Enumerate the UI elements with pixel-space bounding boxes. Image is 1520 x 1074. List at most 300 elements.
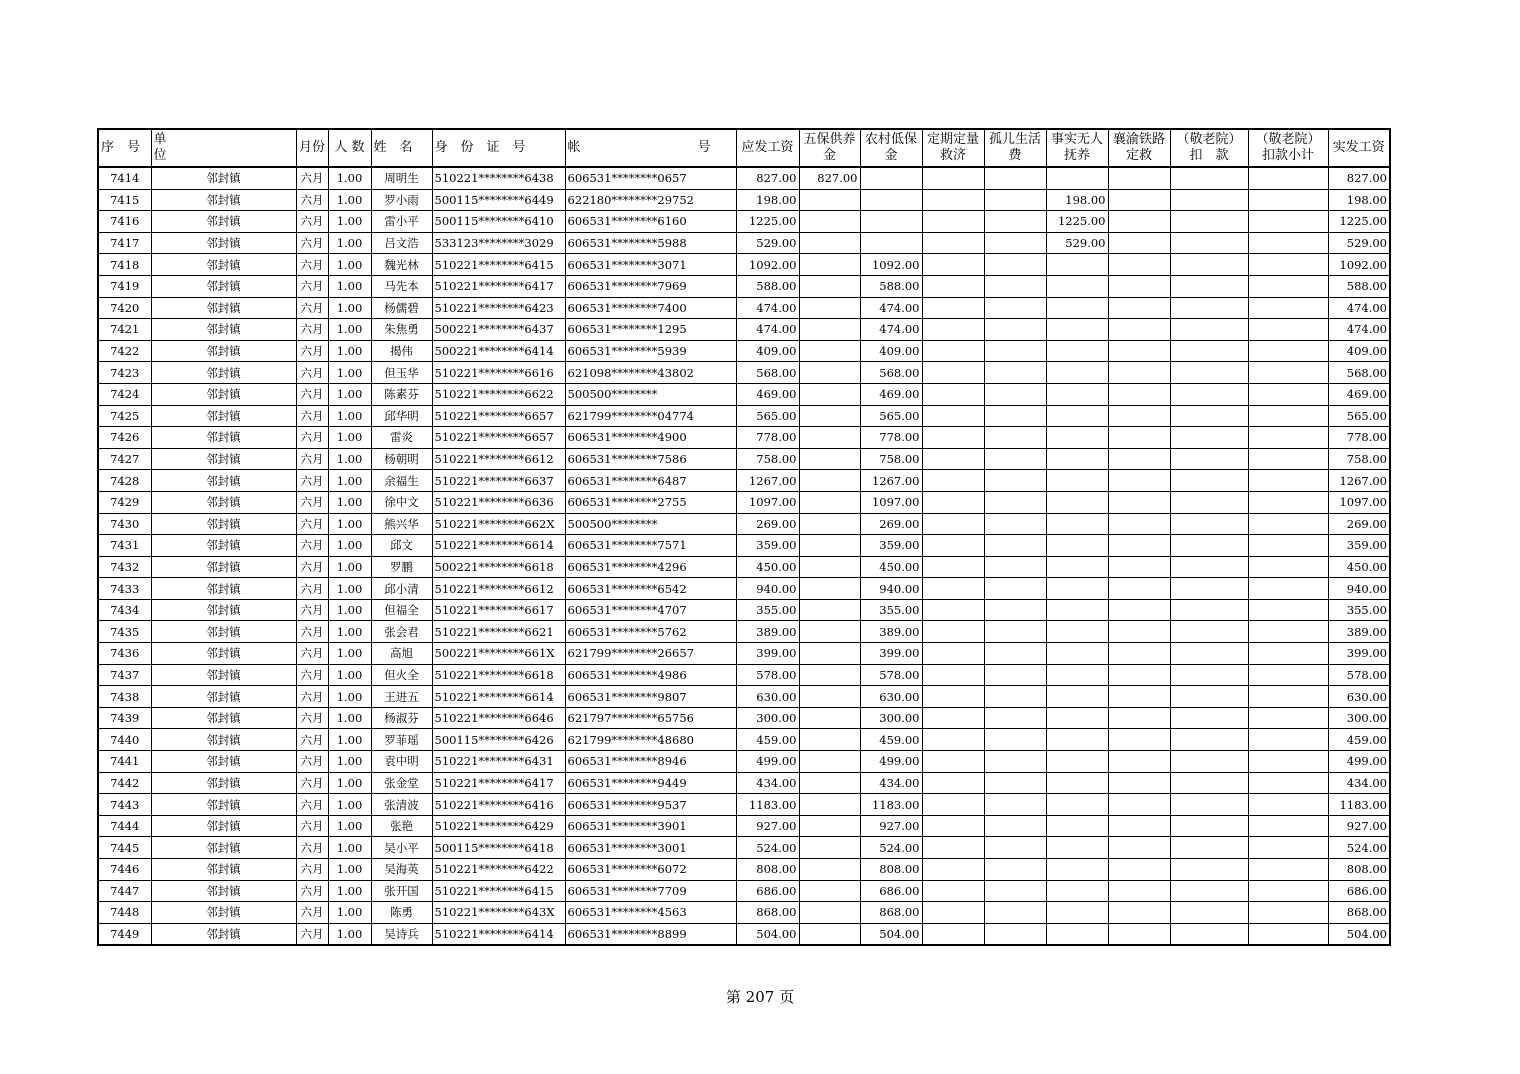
table-cell: 606531********0657 [565, 167, 736, 189]
table-cell: 269.00 [860, 513, 922, 535]
table-cell: 927.00 [1328, 815, 1390, 837]
table-cell: 588.00 [736, 275, 799, 297]
table-cell [1248, 362, 1328, 384]
table-cell: 王进五 [371, 686, 432, 708]
table-cell [922, 686, 984, 708]
table-cell: 500221********6618 [432, 556, 565, 578]
table-cell: 六月 [296, 729, 328, 751]
table-cell: 606531********5939 [565, 340, 736, 362]
table-cell [1170, 513, 1248, 535]
table-cell: 469.00 [736, 383, 799, 405]
table-cell: 1.00 [328, 686, 371, 708]
table-cell [1108, 751, 1170, 773]
table-cell: 1.00 [328, 254, 371, 276]
table-cell [1046, 275, 1108, 297]
table-cell: 606531********8946 [565, 751, 736, 773]
table-row [98, 772, 1390, 794]
table-cell: 1.00 [328, 794, 371, 816]
table-cell [1046, 664, 1108, 686]
table-cell [1248, 405, 1328, 427]
table-cell [1170, 275, 1248, 297]
table-cell: 7439 [98, 707, 151, 729]
table-cell: 1.00 [328, 167, 371, 189]
table-cell: 邻封镇 [151, 491, 296, 513]
table-cell: 吴海英 [371, 859, 432, 881]
column-header: （敬老院）扣款小计 [1248, 129, 1328, 167]
table-cell: 1.00 [328, 211, 371, 233]
table-cell [984, 556, 1046, 578]
table-cell: 1.00 [328, 275, 371, 297]
table-cell: 606531********7709 [565, 880, 736, 902]
table-cell: 邻封镇 [151, 578, 296, 600]
table-cell: 1.00 [328, 383, 371, 405]
table-cell: 7445 [98, 837, 151, 859]
column-header: 应发工资 [736, 129, 799, 167]
table-cell: 邻封镇 [151, 729, 296, 751]
table-cell [799, 362, 860, 384]
table-cell: 1.00 [328, 707, 371, 729]
column-header: 事实无人抚养 [1046, 129, 1108, 167]
table-cell [1248, 621, 1328, 643]
table-cell [984, 902, 1046, 924]
table-row [98, 254, 1390, 276]
table-cell: 1267.00 [1328, 470, 1390, 492]
table-cell [984, 599, 1046, 621]
table-cell [1248, 556, 1328, 578]
table-cell [984, 815, 1046, 837]
table-cell: 510221********6637 [432, 470, 565, 492]
table-cell [1046, 513, 1108, 535]
table-cell [1046, 448, 1108, 470]
table-cell [799, 383, 860, 405]
table-cell: 袁中明 [371, 751, 432, 773]
table-cell: 魏光林 [371, 254, 432, 276]
table-cell [1046, 621, 1108, 643]
table-cell [922, 621, 984, 643]
table-cell: 六月 [296, 297, 328, 319]
table-cell [1108, 211, 1170, 233]
table-cell: 7425 [98, 405, 151, 427]
table-cell [1108, 189, 1170, 211]
table-cell [922, 427, 984, 449]
table-row [98, 880, 1390, 902]
table-cell: 529.00 [1328, 232, 1390, 254]
table-cell: 邻封镇 [151, 902, 296, 924]
table-row [98, 470, 1390, 492]
table-cell: 504.00 [1328, 923, 1390, 945]
column-header: 姓 名 [371, 129, 432, 167]
table-cell: 450.00 [860, 556, 922, 578]
table-cell: 1183.00 [1328, 794, 1390, 816]
table-cell [1108, 643, 1170, 665]
table-cell [984, 167, 1046, 189]
table-cell: 杨淑芬 [371, 707, 432, 729]
table-cell [1248, 254, 1328, 276]
table-row [98, 556, 1390, 578]
table-cell: 7448 [98, 902, 151, 924]
table-cell: 778.00 [1328, 427, 1390, 449]
table-cell: 7428 [98, 470, 151, 492]
table-cell [799, 470, 860, 492]
table-cell: 606531********3001 [565, 837, 736, 859]
table-cell: 六月 [296, 254, 328, 276]
table-cell [1248, 815, 1328, 837]
table-cell: 六月 [296, 880, 328, 902]
table-cell: 7434 [98, 599, 151, 621]
table-cell: 565.00 [736, 405, 799, 427]
table-cell [1108, 535, 1170, 557]
table-cell [1046, 772, 1108, 794]
table-cell: 1.00 [328, 664, 371, 686]
table-cell [1248, 772, 1328, 794]
table-cell: 朱焦勇 [371, 319, 432, 341]
table-cell [1248, 211, 1328, 233]
table-cell [1170, 340, 1248, 362]
table-cell: 1.00 [328, 837, 371, 859]
table-cell [984, 254, 1046, 276]
table-cell: 邻封镇 [151, 707, 296, 729]
table-cell [799, 729, 860, 751]
table-cell [1170, 772, 1248, 794]
table-cell: 六月 [296, 794, 328, 816]
table-cell: 606531********3901 [565, 815, 736, 837]
table-cell: 1.00 [328, 556, 371, 578]
table-cell: 504.00 [860, 923, 922, 945]
table-cell: 399.00 [860, 643, 922, 665]
table-cell: 588.00 [1328, 275, 1390, 297]
table-cell [1248, 427, 1328, 449]
table-cell: 940.00 [1328, 578, 1390, 600]
table-cell: 499.00 [736, 751, 799, 773]
table-cell: 六月 [296, 362, 328, 384]
table-cell: 7437 [98, 664, 151, 686]
table-cell: 1.00 [328, 319, 371, 341]
table-cell [1046, 167, 1108, 189]
table-cell [984, 362, 1046, 384]
table-cell [1248, 859, 1328, 881]
table-cell: 1.00 [328, 491, 371, 513]
table-cell [1046, 686, 1108, 708]
table-cell [799, 686, 860, 708]
table-cell [984, 491, 1046, 513]
table-cell: 六月 [296, 578, 328, 600]
table-cell: 六月 [296, 923, 328, 945]
table-cell: 杨朝明 [371, 448, 432, 470]
table-cell: 606531********3071 [565, 254, 736, 276]
table-cell: 434.00 [736, 772, 799, 794]
table-cell [1108, 275, 1170, 297]
table-cell: 510221********6415 [432, 880, 565, 902]
table-cell: 927.00 [860, 815, 922, 837]
table-cell [1108, 599, 1170, 621]
table-cell: 510221********6621 [432, 621, 565, 643]
table-cell: 7429 [98, 491, 151, 513]
table-cell: 1.00 [328, 880, 371, 902]
table-cell: 吴诗兵 [371, 923, 432, 945]
table-cell: 568.00 [860, 362, 922, 384]
table-cell [1248, 319, 1328, 341]
table-cell: 630.00 [736, 686, 799, 708]
table-cell [922, 275, 984, 297]
table-cell: 510221********643X [432, 902, 565, 924]
table-cell: 409.00 [1328, 340, 1390, 362]
table-cell: 389.00 [736, 621, 799, 643]
table-cell [1046, 535, 1108, 557]
table-cell: 1.00 [328, 470, 371, 492]
table-cell: 510221********6614 [432, 535, 565, 557]
table-cell: 198.00 [1046, 189, 1108, 211]
table-cell [984, 859, 1046, 881]
table-cell [799, 405, 860, 427]
table-cell [1248, 232, 1328, 254]
table-cell: 300.00 [1328, 707, 1390, 729]
table-cell: 1225.00 [1046, 211, 1108, 233]
table-cell: 7432 [98, 556, 151, 578]
table-cell: 7424 [98, 383, 151, 405]
table-cell: 510221********6614 [432, 686, 565, 708]
table-cell: 510221********6415 [432, 254, 565, 276]
table-cell: 六月 [296, 599, 328, 621]
table-cell [1248, 275, 1328, 297]
table-cell [922, 232, 984, 254]
table-cell: 827.00 [799, 167, 860, 189]
table-cell [922, 643, 984, 665]
table-cell [1046, 470, 1108, 492]
table-cell [1108, 729, 1170, 751]
table-cell: 510221********6431 [432, 751, 565, 773]
table-cell: 7440 [98, 729, 151, 751]
table-cell: 六月 [296, 275, 328, 297]
table-cell: 500221********661X [432, 643, 565, 665]
table-cell: 1097.00 [736, 491, 799, 513]
table-cell: 524.00 [860, 837, 922, 859]
table-cell [799, 211, 860, 233]
table-row [98, 923, 1390, 945]
table-cell [1170, 405, 1248, 427]
table-cell: 1225.00 [1328, 211, 1390, 233]
table-cell: 565.00 [1328, 405, 1390, 427]
table-cell: 510221********6438 [432, 167, 565, 189]
table-cell [1108, 664, 1170, 686]
table-cell [984, 535, 1046, 557]
table-cell [1108, 902, 1170, 924]
table-cell: 621799********26657 [565, 643, 736, 665]
table-cell: 邻封镇 [151, 189, 296, 211]
table-cell [1108, 383, 1170, 405]
table-cell: 六月 [296, 751, 328, 773]
table-cell [1170, 254, 1248, 276]
table-cell: 1.00 [328, 405, 371, 427]
table-cell [799, 297, 860, 319]
table-row [98, 167, 1390, 189]
table-cell: 474.00 [860, 319, 922, 341]
table-cell: 606531********7969 [565, 275, 736, 297]
table-cell: 六月 [296, 815, 328, 837]
table-cell [1170, 664, 1248, 686]
table-cell: 邻封镇 [151, 340, 296, 362]
column-header: 身 份 证 号 [432, 129, 565, 167]
table-cell: 吕文浩 [371, 232, 432, 254]
table-cell: 1267.00 [736, 470, 799, 492]
table-cell [984, 923, 1046, 945]
table-cell [984, 686, 1046, 708]
table-cell [922, 902, 984, 924]
table-header [98, 129, 1390, 167]
table-cell [1108, 859, 1170, 881]
table-cell: 熊兴华 [371, 513, 432, 535]
table-cell: 7430 [98, 513, 151, 535]
table-cell: 邻封镇 [151, 513, 296, 535]
table-cell [860, 211, 922, 233]
table-cell: 邻封镇 [151, 254, 296, 276]
table-cell: 510221********6616 [432, 362, 565, 384]
table-cell [922, 211, 984, 233]
table-cell [1108, 556, 1170, 578]
table-cell: 510221********6414 [432, 923, 565, 945]
column-header: 襄渝铁路定救 [1108, 129, 1170, 167]
table-cell: 1183.00 [860, 794, 922, 816]
table-cell [922, 599, 984, 621]
table-cell: 868.00 [860, 902, 922, 924]
table-cell [1108, 232, 1170, 254]
table-cell: 606531********6072 [565, 859, 736, 881]
table-cell: 434.00 [1328, 772, 1390, 794]
table-cell: 758.00 [860, 448, 922, 470]
table-cell: 7446 [98, 859, 151, 881]
table-cell [1248, 837, 1328, 859]
table-cell [1248, 470, 1328, 492]
table-cell: 陈勇 [371, 902, 432, 924]
table-cell: 630.00 [1328, 686, 1390, 708]
table-cell: 六月 [296, 556, 328, 578]
table-cell: 510221********6646 [432, 707, 565, 729]
table-cell: 510221********6612 [432, 578, 565, 600]
table-cell: 578.00 [1328, 664, 1390, 686]
table-cell: 邻封镇 [151, 383, 296, 405]
table-row [98, 340, 1390, 362]
table-cell: 529.00 [1046, 232, 1108, 254]
table-cell [799, 427, 860, 449]
table-cell [799, 815, 860, 837]
table-cell: 606531********4296 [565, 556, 736, 578]
table-cell [1046, 837, 1108, 859]
table-cell [1108, 923, 1170, 945]
column-header: 实发工资 [1328, 129, 1390, 167]
table-cell: 1.00 [328, 621, 371, 643]
table-cell: 500221********6414 [432, 340, 565, 362]
table-cell [1108, 470, 1170, 492]
table-row [98, 513, 1390, 535]
table-cell [1108, 297, 1170, 319]
table-cell [922, 664, 984, 686]
table-cell: 罗鹏 [371, 556, 432, 578]
table-cell: 500115********6426 [432, 729, 565, 751]
table-cell: 揭伟 [371, 340, 432, 362]
table-cell [1046, 578, 1108, 600]
table-cell: 罗小雨 [371, 189, 432, 211]
table-cell: 邻封镇 [151, 621, 296, 643]
table-cell: 邱小清 [371, 578, 432, 600]
table-cell [1046, 729, 1108, 751]
table-cell [1108, 815, 1170, 837]
table-cell: 578.00 [736, 664, 799, 686]
table-row [98, 815, 1390, 837]
table-cell [1108, 362, 1170, 384]
table-cell: 606531********5762 [565, 621, 736, 643]
table-cell: 621098********43802 [565, 362, 736, 384]
table-cell: 269.00 [736, 513, 799, 535]
column-header: 定期定量救济 [922, 129, 984, 167]
table-cell [1248, 297, 1328, 319]
table-cell [984, 729, 1046, 751]
table-cell [984, 297, 1046, 319]
table-cell: 六月 [296, 643, 328, 665]
table-cell: 但玉华 [371, 362, 432, 384]
table-cell: 周明生 [371, 167, 432, 189]
table-row [98, 729, 1390, 751]
table-cell [1170, 383, 1248, 405]
table-cell [1248, 167, 1328, 189]
table-row [98, 448, 1390, 470]
table-cell: 7415 [98, 189, 151, 211]
table-cell: 7414 [98, 167, 151, 189]
table-cell: 510221********6618 [432, 664, 565, 686]
table-cell [799, 513, 860, 535]
table-cell: 7417 [98, 232, 151, 254]
table-cell: 504.00 [736, 923, 799, 945]
table-cell: 686.00 [860, 880, 922, 902]
table-cell: 568.00 [1328, 362, 1390, 384]
table-cell: 409.00 [736, 340, 799, 362]
table-row [98, 405, 1390, 427]
table-cell: 606531********7586 [565, 448, 736, 470]
table-cell: 269.00 [1328, 513, 1390, 535]
payment-table [97, 128, 1391, 946]
table-cell [1046, 362, 1108, 384]
table-row [98, 275, 1390, 297]
table-cell: 邻封镇 [151, 794, 296, 816]
table-cell [984, 211, 1046, 233]
table-cell: 510221********6622 [432, 383, 565, 405]
table-row [98, 491, 1390, 513]
table-cell: 马先本 [371, 275, 432, 297]
table-cell: 469.00 [1328, 383, 1390, 405]
table-cell [1248, 794, 1328, 816]
table-cell: 邱文 [371, 535, 432, 557]
table-cell: 邻封镇 [151, 535, 296, 557]
table-cell [1170, 686, 1248, 708]
table-cell: 459.00 [1328, 729, 1390, 751]
table-cell [799, 643, 860, 665]
table-cell: 827.00 [736, 167, 799, 189]
table-cell: 450.00 [1328, 556, 1390, 578]
table-cell: 450.00 [736, 556, 799, 578]
table-cell: 529.00 [736, 232, 799, 254]
table-cell: 邻封镇 [151, 664, 296, 686]
table-cell: 六月 [296, 491, 328, 513]
table-cell [799, 664, 860, 686]
table-cell [1170, 556, 1248, 578]
table-cell: 808.00 [736, 859, 799, 881]
table-cell: 邻封镇 [151, 211, 296, 233]
table-cell: 621797********65756 [565, 707, 736, 729]
table-cell: 六月 [296, 189, 328, 211]
table-cell: 7441 [98, 751, 151, 773]
table-cell: 778.00 [736, 427, 799, 449]
table-cell [1248, 513, 1328, 535]
table-cell: 张清波 [371, 794, 432, 816]
table-cell: 六月 [296, 383, 328, 405]
